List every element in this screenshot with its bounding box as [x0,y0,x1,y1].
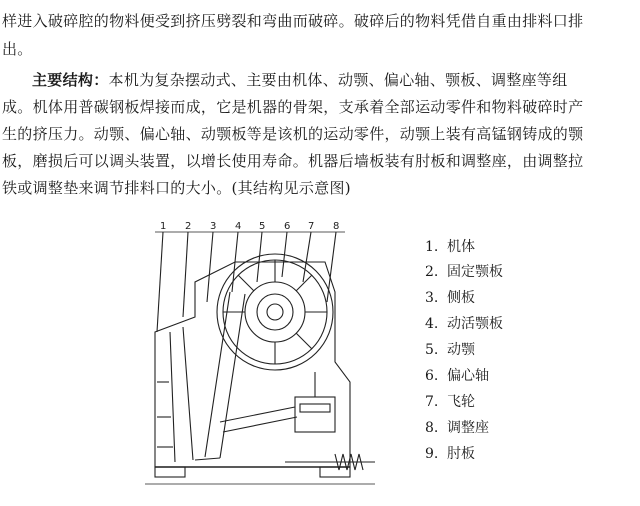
fixed-jaw-plate [170,327,193,462]
callout-2: 2 [185,222,192,232]
adjusting-seat [295,397,335,432]
text-line: 样进入破碎腔的物料便受到挤压劈裂和弯曲而破碎。破碎后的物料凭借自重由排料口排 [2,12,584,30]
text-line: 出。 [2,40,33,58]
toggle-plate [220,407,297,432]
text-line: 生的挤压力。动颚、偏心轴、动颚板等是该机的运动零件，动颚上装有高锰钢铸成的颚 [2,125,584,143]
legend-item: 5. 动颚 [425,342,475,358]
text-line: 本机为复杂摆动式、主要由机体、动颚、偏心轴、颚板、调整座等组 [108,71,568,89]
legend-item: 4. 动活颚板 [425,316,503,332]
callout-6: 6 [284,222,291,232]
diagram-callouts [160,222,339,232]
moving-jaw [205,292,245,458]
callout-1: 1 [160,222,167,232]
callout-8: 8 [333,222,340,232]
legend-item: 8. 调整座 [425,420,489,436]
legend-item: 3. 侧板 [425,290,475,306]
legend-item: 6. 偏心轴 [425,368,489,384]
text-line: 成。机体用普碳钢板焊接而成，它是机器的骨架，支承着全部运动零件和物料破碎时产 [2,98,584,116]
callout-4: 4 [235,222,242,232]
leader-line [303,232,311,282]
legend-item: 2. 固定颚板 [425,264,503,280]
text-line: 铁或调整垫来调节排料口的大小。(其结构见示意图) [2,179,351,197]
legend-item: 7. 飞轮 [425,394,475,410]
leader-line [207,232,213,302]
jaw-crusher-diagram [135,222,385,500]
text-line: 板，磨损后可以调头装置，以增长使用寿命。机器后墙板装有肘板和调整座，由调整拉 [2,152,584,170]
leader-line [157,232,163,332]
structure-heading: 主要结构： [32,71,109,89]
callout-5: 5 [259,222,266,232]
legend-item: 9. 肘板 [425,446,475,462]
legend-item: 1. 机体 [425,239,475,255]
callout-3: 3 [210,222,217,232]
leader-line [183,232,188,317]
structure-line [32,69,568,90]
callout-7: 7 [308,222,315,232]
